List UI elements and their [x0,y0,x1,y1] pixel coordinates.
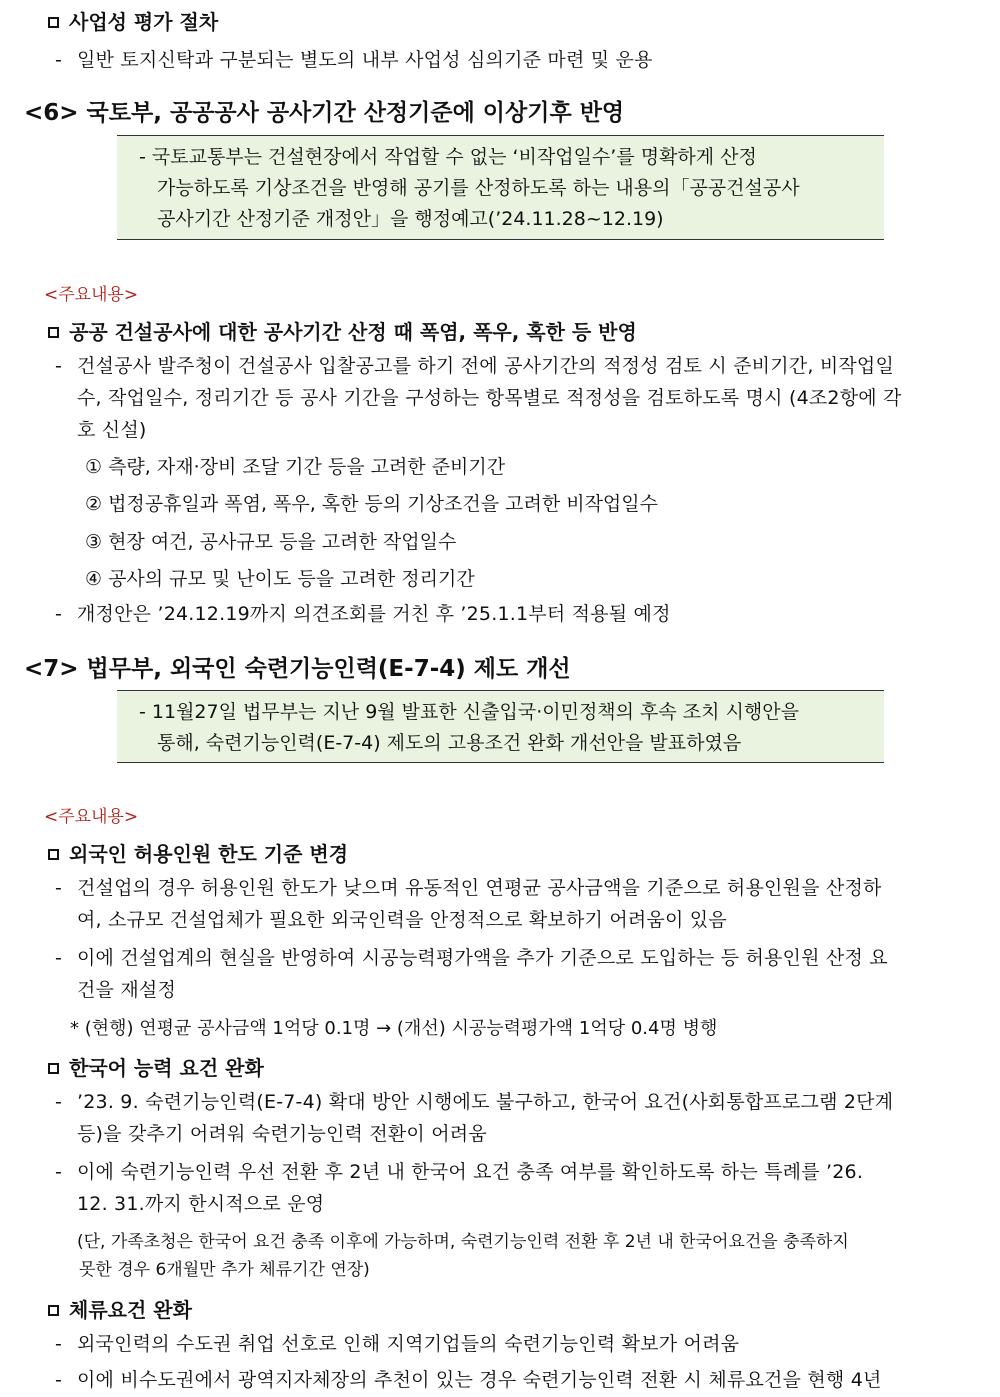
checkbox-square-icon [48,327,59,338]
summary-line: 통해, 숙련기능인력(E-7-4) 제도의 고용조건 완화 개선안을 발표하였음 [157,732,742,754]
summary-line: 공사기간 산정기준 개정안」을 행정예고(’24.11.28~12.19) [157,208,664,230]
note-item: * (현행) 연평균 공사금액 1억당 0.1명 → (개선) 시공능력평가액 1억당 0.4명 병행 [70,1018,718,1039]
numbered-item: ② 법정공휴일과 폭염, 폭우, 혹한 등의 기상조건을 고려한 비작업일수 [85,493,658,515]
list-item: - 이에 건설업계의 현실을 반영하여 시공능력평가액을 추가 기준으로 도입하는 등 허용인원 산정 요 건을 재설정 [55,947,888,1001]
list-item: - 건설공사 발주청이 건설공사 입찰공고를 하기 전에 공사기간의 적정성 검토 시 준비기간, 비작업일 수, 작업일수, 정리기간 등 공사 기간을 구성하는 항목별로 적정성을 검토하도록 명시 (4조2항에 각 호 신설) [55,355,902,441]
list-item: - 이에 비수도권에서 광역지자체장의 추천이 있는 경우 숙련기능인력 전환 시 체류요건을 현행 4년 [55,1369,882,1391]
section-6-heading: 공공 건설공사에 대한 공사기간 산정 때 폭염, 폭우, 혹한 등 반영 [48,316,637,345]
summary-line: - 국토교통부는 건설현장에서 작업할 수 없는 ‘비작업일수’를 명확하게 산정 [139,146,757,168]
list-item: - 건설업의 경우 허용인원 한도가 낮으며 유동적인 연평균 공사금액을 기준으로 허용인원을 산정하 여, 소규모 건설업체가 필요한 외국인력을 안정적으로 확보하기 어려움이 있음 [55,877,882,931]
summary-line: - 11월27일 법무부는 지난 9월 발표한 신출입국·이민정책의 후속 조치 시행안을 [139,701,799,723]
main-content-label: <주요내용> [44,807,139,827]
list-item: - 외국인력의 수도권 취업 선호로 인해 지역기업들의 숙련기능인력 확보가 어려움 [55,1333,740,1355]
checkbox-square-icon [48,17,59,28]
residence-requirement-heading: 체류요건 완화 [48,1294,192,1323]
list-item: - 개정안은 ’24.12.19까지 의견조회를 거친 후 ’25.1.1부터 적용될 예정 [55,603,671,625]
checkbox-square-icon [48,849,59,860]
numbered-item: ③ 현장 여건, 공사규모 등을 고려한 작업일수 [85,531,457,553]
numbered-item: ① 측량, 자재·장비 조달 기간 등을 고려한 준비기간 [85,456,506,478]
main-content-label: <주요내용> [44,285,139,305]
checkbox-square-icon [48,1063,59,1074]
checkbox-square-icon [48,1305,59,1316]
korean-requirement-heading: 한국어 능력 요건 완화 [48,1052,264,1081]
note-item: (단, 가족초청은 한국어 요건 충족 이후에 가능하며, 숙련기능인력 전환 후 2년 내 한국어요건을 충족하지 못한 경우 6개월만 추가 체류기간 연장) [77,1232,849,1280]
summary-line: 가능하도록 기상조건을 반영해 공기를 산정하도록 하는 내용의「공공건설공사 [157,177,800,199]
section-6-title: <6> 국토부, 공공공사 공사기간 산정기준에 이상기후 반영 [24,100,625,126]
list-item: - 일반 토지신탁과 구분되는 별도의 내부 사업성 심의기준 마련 및 운용 [55,49,653,71]
list-item: - ’23. 9. 숙련기능인력(E-7-4) 확대 방안 시행에도 불구하고, 한국어 요건(사회통합프로그램 2단계 등)을 갖추기 어려워 숙련기능인력 전환이 어려움 [55,1091,894,1145]
section-6-summary-box [117,135,884,240]
quota-heading: 외국인 허용인원 한도 기준 변경 [48,838,348,867]
procedure-heading: 사업성 평가 절차 [48,6,218,35]
section-7-summary-box [117,690,884,763]
list-item: - 이에 숙련기능인력 우선 전환 후 2년 내 한국어 요건 충족 여부를 확인하도록 하는 특례를 ’26. 12. 31.까지 한시적으로 운영 [55,1161,864,1215]
section-7-title: <7> 법무부, 외국인 숙련기능인력(E-7-4) 제도 개선 [24,656,571,682]
numbered-item: ④ 공사의 규모 및 난이도 등을 고려한 정리기간 [85,568,475,590]
